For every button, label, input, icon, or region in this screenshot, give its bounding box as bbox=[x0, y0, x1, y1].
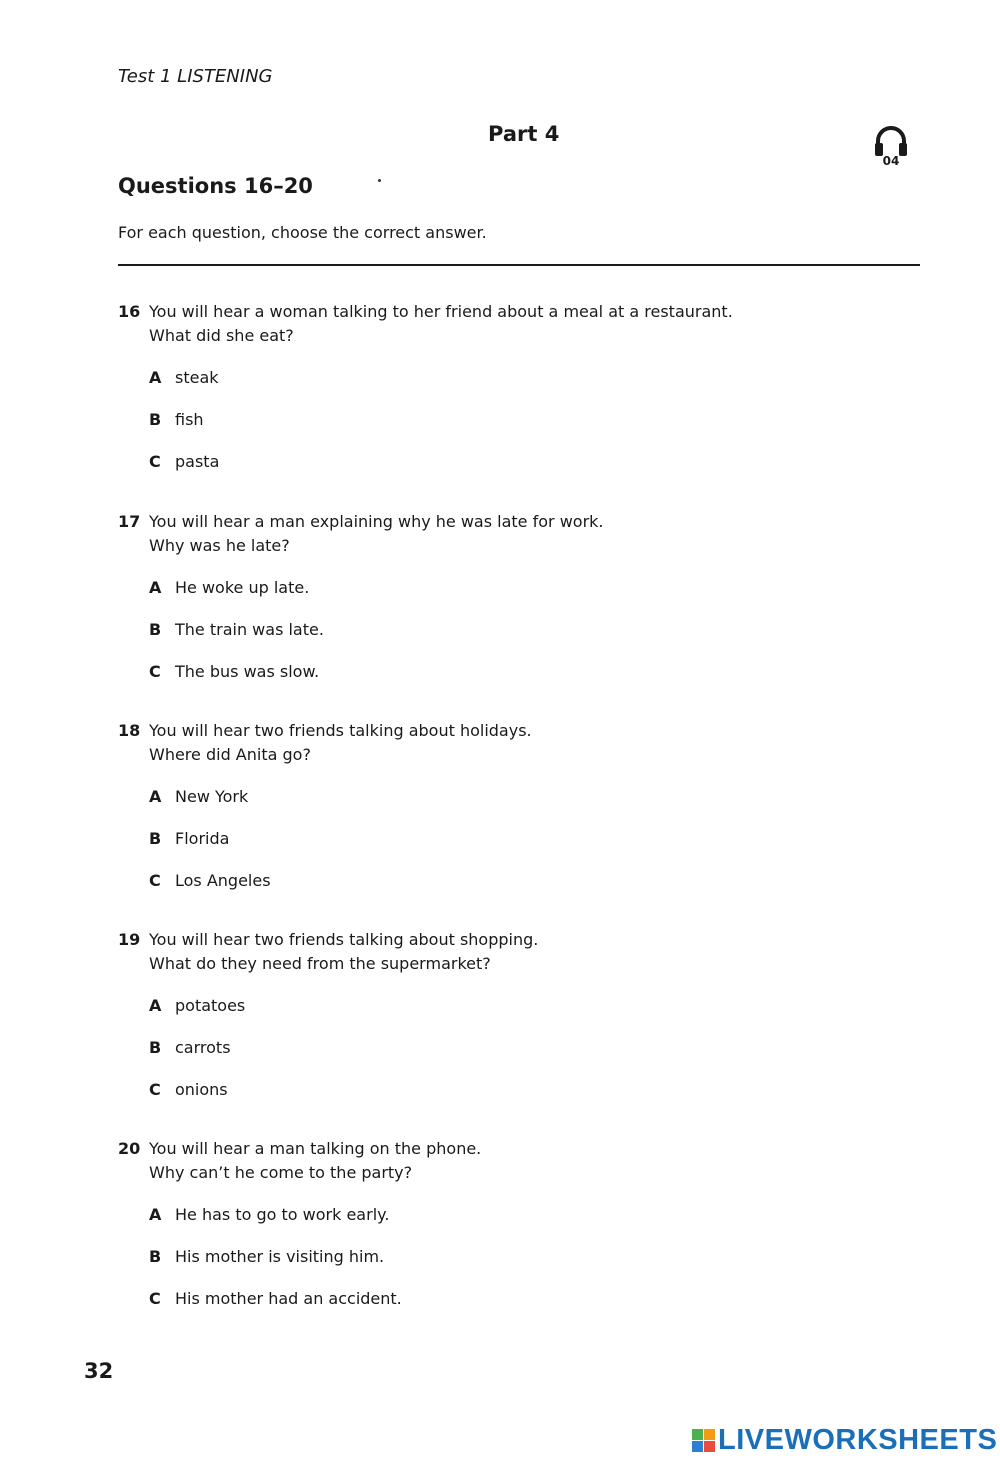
question-17 bbox=[118, 510, 918, 702]
answer-options bbox=[149, 366, 918, 474]
option-letter: C bbox=[149, 662, 161, 681]
option-text: Los Angeles bbox=[175, 871, 271, 890]
answer-option[interactable] bbox=[149, 869, 918, 893]
question-16 bbox=[118, 300, 918, 492]
answer-option[interactable] bbox=[149, 994, 918, 1018]
print-speck bbox=[378, 179, 381, 182]
answer-option[interactable] bbox=[149, 1078, 918, 1102]
option-text: The bus was slow. bbox=[175, 662, 320, 681]
option-text: Florida bbox=[175, 829, 230, 848]
option-letter: A bbox=[149, 368, 162, 387]
question-prompt: You will hear two friends talking about shopping. bbox=[149, 930, 539, 949]
option-letter: B bbox=[149, 1247, 162, 1266]
option-letter: A bbox=[149, 787, 162, 806]
option-text: He woke up late. bbox=[175, 578, 310, 597]
question-prompt: You will hear a man talking on the phone. bbox=[149, 1139, 482, 1158]
answer-option[interactable] bbox=[149, 408, 918, 432]
option-text: pasta bbox=[175, 452, 220, 471]
divider-rule bbox=[118, 264, 920, 266]
liveworksheets-logo[interactable] bbox=[692, 1424, 997, 1457]
option-text: New York bbox=[175, 787, 249, 806]
test-label: Test 1 LISTENING bbox=[118, 66, 273, 87]
option-letter: C bbox=[149, 871, 161, 890]
logo-text: LIVEWORKSHEETS bbox=[718, 1424, 998, 1456]
answer-option[interactable] bbox=[149, 450, 918, 474]
answer-option[interactable] bbox=[149, 1036, 918, 1060]
option-text: fish bbox=[175, 410, 204, 429]
option-letter: C bbox=[149, 452, 161, 471]
option-text: His mother had an accident. bbox=[175, 1289, 402, 1308]
option-text: onions bbox=[175, 1080, 228, 1099]
answer-option[interactable] bbox=[149, 1203, 918, 1227]
question-number: 19 bbox=[118, 930, 141, 949]
answer-option[interactable] bbox=[149, 576, 918, 600]
option-letter: B bbox=[149, 410, 162, 429]
audio-track-badge[interactable] bbox=[870, 124, 912, 176]
question-text: What did she eat? bbox=[149, 326, 294, 345]
question-prompt: You will hear a woman talking to her friend about a meal at a restaurant. bbox=[149, 302, 733, 321]
question-18 bbox=[118, 719, 918, 911]
answer-option[interactable] bbox=[149, 660, 918, 684]
answer-option[interactable] bbox=[149, 785, 918, 809]
question-number: 17 bbox=[118, 512, 141, 531]
question-19 bbox=[118, 928, 918, 1120]
answer-options bbox=[149, 576, 918, 684]
option-text: carrots bbox=[175, 1038, 231, 1057]
option-text: He has to go to work early. bbox=[175, 1205, 390, 1224]
question-prompt: You will hear two friends talking about holidays. bbox=[149, 721, 532, 740]
option-letter: A bbox=[149, 578, 162, 597]
option-letter: C bbox=[149, 1080, 161, 1099]
question-text: What do they need from the supermarket? bbox=[149, 954, 491, 973]
instruction-text: For each question, choose the correct answer. bbox=[118, 223, 487, 242]
page-number: 32 bbox=[84, 1359, 114, 1383]
question-20 bbox=[118, 1137, 918, 1329]
option-text: potatoes bbox=[175, 996, 246, 1015]
question-prompt: You will hear a man explaining why he was late for work. bbox=[149, 512, 604, 531]
question-text: Why can’t he come to the party? bbox=[149, 1163, 413, 1182]
audio-track-number: 04 bbox=[882, 154, 900, 168]
question-text: Why was he late? bbox=[149, 536, 290, 555]
headphones-icon bbox=[873, 124, 909, 158]
answer-option[interactable] bbox=[149, 618, 918, 642]
answer-option[interactable] bbox=[149, 1287, 918, 1311]
option-text: The train was late. bbox=[175, 620, 324, 639]
option-letter: C bbox=[149, 1289, 161, 1308]
option-letter: A bbox=[149, 1205, 162, 1224]
answer-option[interactable] bbox=[149, 1245, 918, 1269]
question-number: 16 bbox=[118, 302, 141, 321]
option-text: His mother is visiting him. bbox=[175, 1247, 385, 1266]
questions-heading: Questions 16–20 bbox=[118, 174, 313, 198]
option-text: steak bbox=[175, 368, 219, 387]
option-letter: B bbox=[149, 829, 162, 848]
logo-blocks-icon bbox=[692, 1429, 715, 1452]
answer-options bbox=[149, 994, 918, 1102]
answer-options bbox=[149, 785, 918, 893]
answer-options bbox=[149, 1203, 918, 1311]
question-text: Where did Anita go? bbox=[149, 745, 311, 764]
option-letter: A bbox=[149, 996, 162, 1015]
option-letter: B bbox=[149, 1038, 162, 1057]
part-title: Part 4 bbox=[488, 122, 560, 146]
question-number: 18 bbox=[118, 721, 141, 740]
option-letter: B bbox=[149, 620, 162, 639]
answer-option[interactable] bbox=[149, 827, 918, 851]
question-number: 20 bbox=[118, 1139, 141, 1158]
answer-option[interactable] bbox=[149, 366, 918, 390]
